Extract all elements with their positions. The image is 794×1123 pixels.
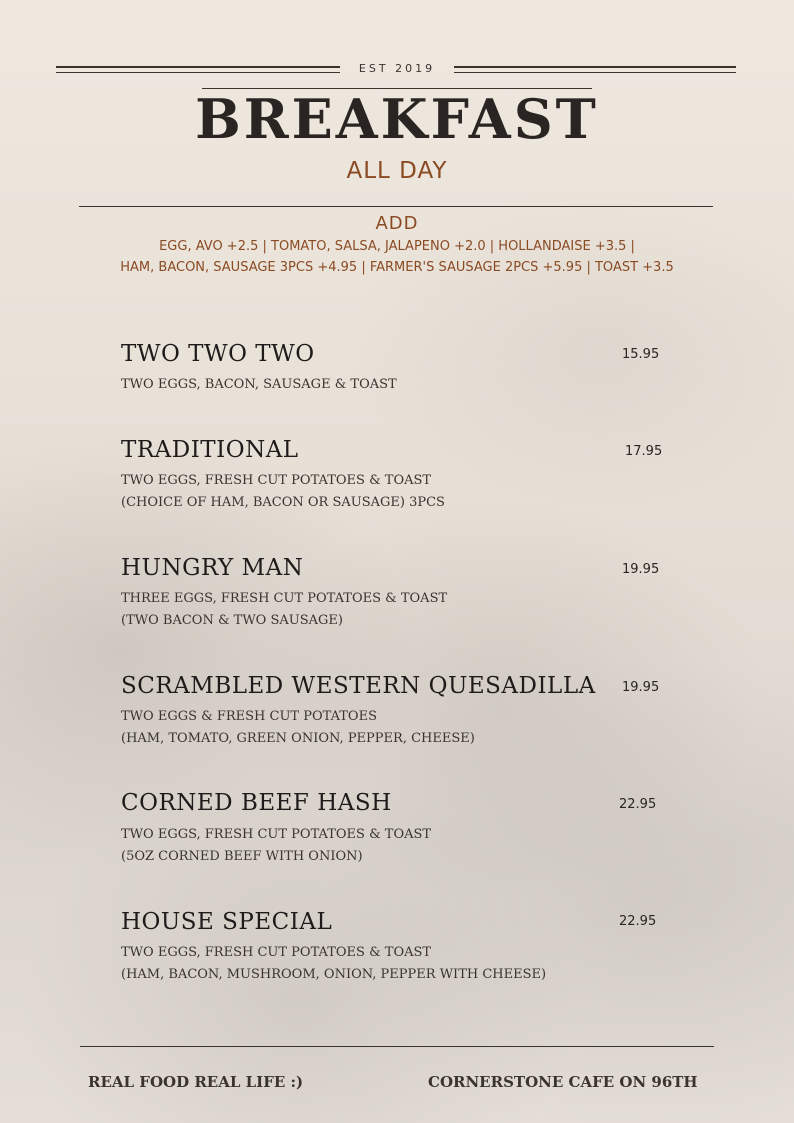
footer-cafe-name: CORNERSTONE CAFE ON 96TH: [428, 1073, 698, 1091]
menu-item-name: SCRAMBLED WESTERN QUESADILLA: [121, 673, 596, 699]
page-title: BREAKFAST: [195, 87, 599, 151]
section-divider-top: [79, 206, 713, 207]
header-rule-left-top: [56, 66, 340, 68]
menu-item-description: THREE EGGS, FRESH CUT POTATOES & TOAST: [121, 591, 448, 606]
menu-item-description: TWO EGGS & FRESH CUT POTATOES: [121, 709, 377, 724]
menu-item-description-extra: (TWO BACON & TWO SAUSAGE): [121, 613, 343, 628]
menu-item-description: TWO EGGS, FRESH CUT POTATOES & TOAST: [121, 945, 432, 960]
add-ons-line-1: EGG, AVO +2.5 | TOMATO, SALSA, JALAPENO +2.0 | HOLLANDAISE +3.5 |: [159, 239, 635, 254]
menu-item-description: TWO EGGS, FRESH CUT POTATOES & TOAST: [121, 827, 432, 842]
footer-tagline: REAL FOOD REAL LIFE :): [88, 1073, 304, 1091]
menu-item-description-extra: (HAM, TOMATO, GREEN ONION, PEPPER, CHEESE): [121, 731, 475, 746]
menu-item-description-extra: (HAM, BACON, MUSHROOM, ONION, PEPPER WITH CHEESE): [121, 967, 547, 982]
add-ons-line-2: HAM, BACON, SAUSAGE 3PCS +4.95 | FARMER'S SAUSAGE 2PCS +5.95 | TOAST +3.5: [120, 260, 674, 275]
menu-item-name: CORNED BEEF HASH: [121, 790, 392, 816]
menu-item-price: 17.95: [625, 444, 663, 459]
menu-item-name: HUNGRY MAN: [121, 555, 304, 581]
menu-item-description-extra: (5OZ CORNED BEEF WITH ONION): [121, 849, 363, 864]
menu-item-price: 19.95: [622, 562, 660, 577]
menu-item-price: 22.95: [619, 797, 657, 812]
menu-item-price: 19.95: [622, 680, 660, 695]
established-label: EST 2019: [358, 62, 436, 75]
footer-divider: [80, 1046, 714, 1047]
menu-item-description-extra: (CHOICE OF HAM, BACON OR SAUSAGE) 3PCS: [121, 495, 445, 510]
menu-item-description: TWO EGGS, FRESH CUT POTATOES & TOAST: [121, 473, 432, 488]
menu-item-name: TRADITIONAL: [121, 437, 299, 463]
add-ons-title: ADD: [375, 213, 419, 234]
menu-item-name: TWO TWO TWO: [121, 341, 315, 367]
header-rule-right-bottom: [454, 72, 736, 73]
header-rule-left-bottom: [56, 72, 340, 73]
page-subtitle: ALL DAY: [346, 158, 448, 184]
menu-item-price: 22.95: [619, 914, 657, 929]
menu-item-description: TWO EGGS, BACON, SAUSAGE & TOAST: [121, 377, 397, 392]
menu-item-name: HOUSE SPECIAL: [121, 909, 333, 935]
menu-item-price: 15.95: [622, 347, 660, 362]
header-rule-right-top: [454, 66, 736, 68]
